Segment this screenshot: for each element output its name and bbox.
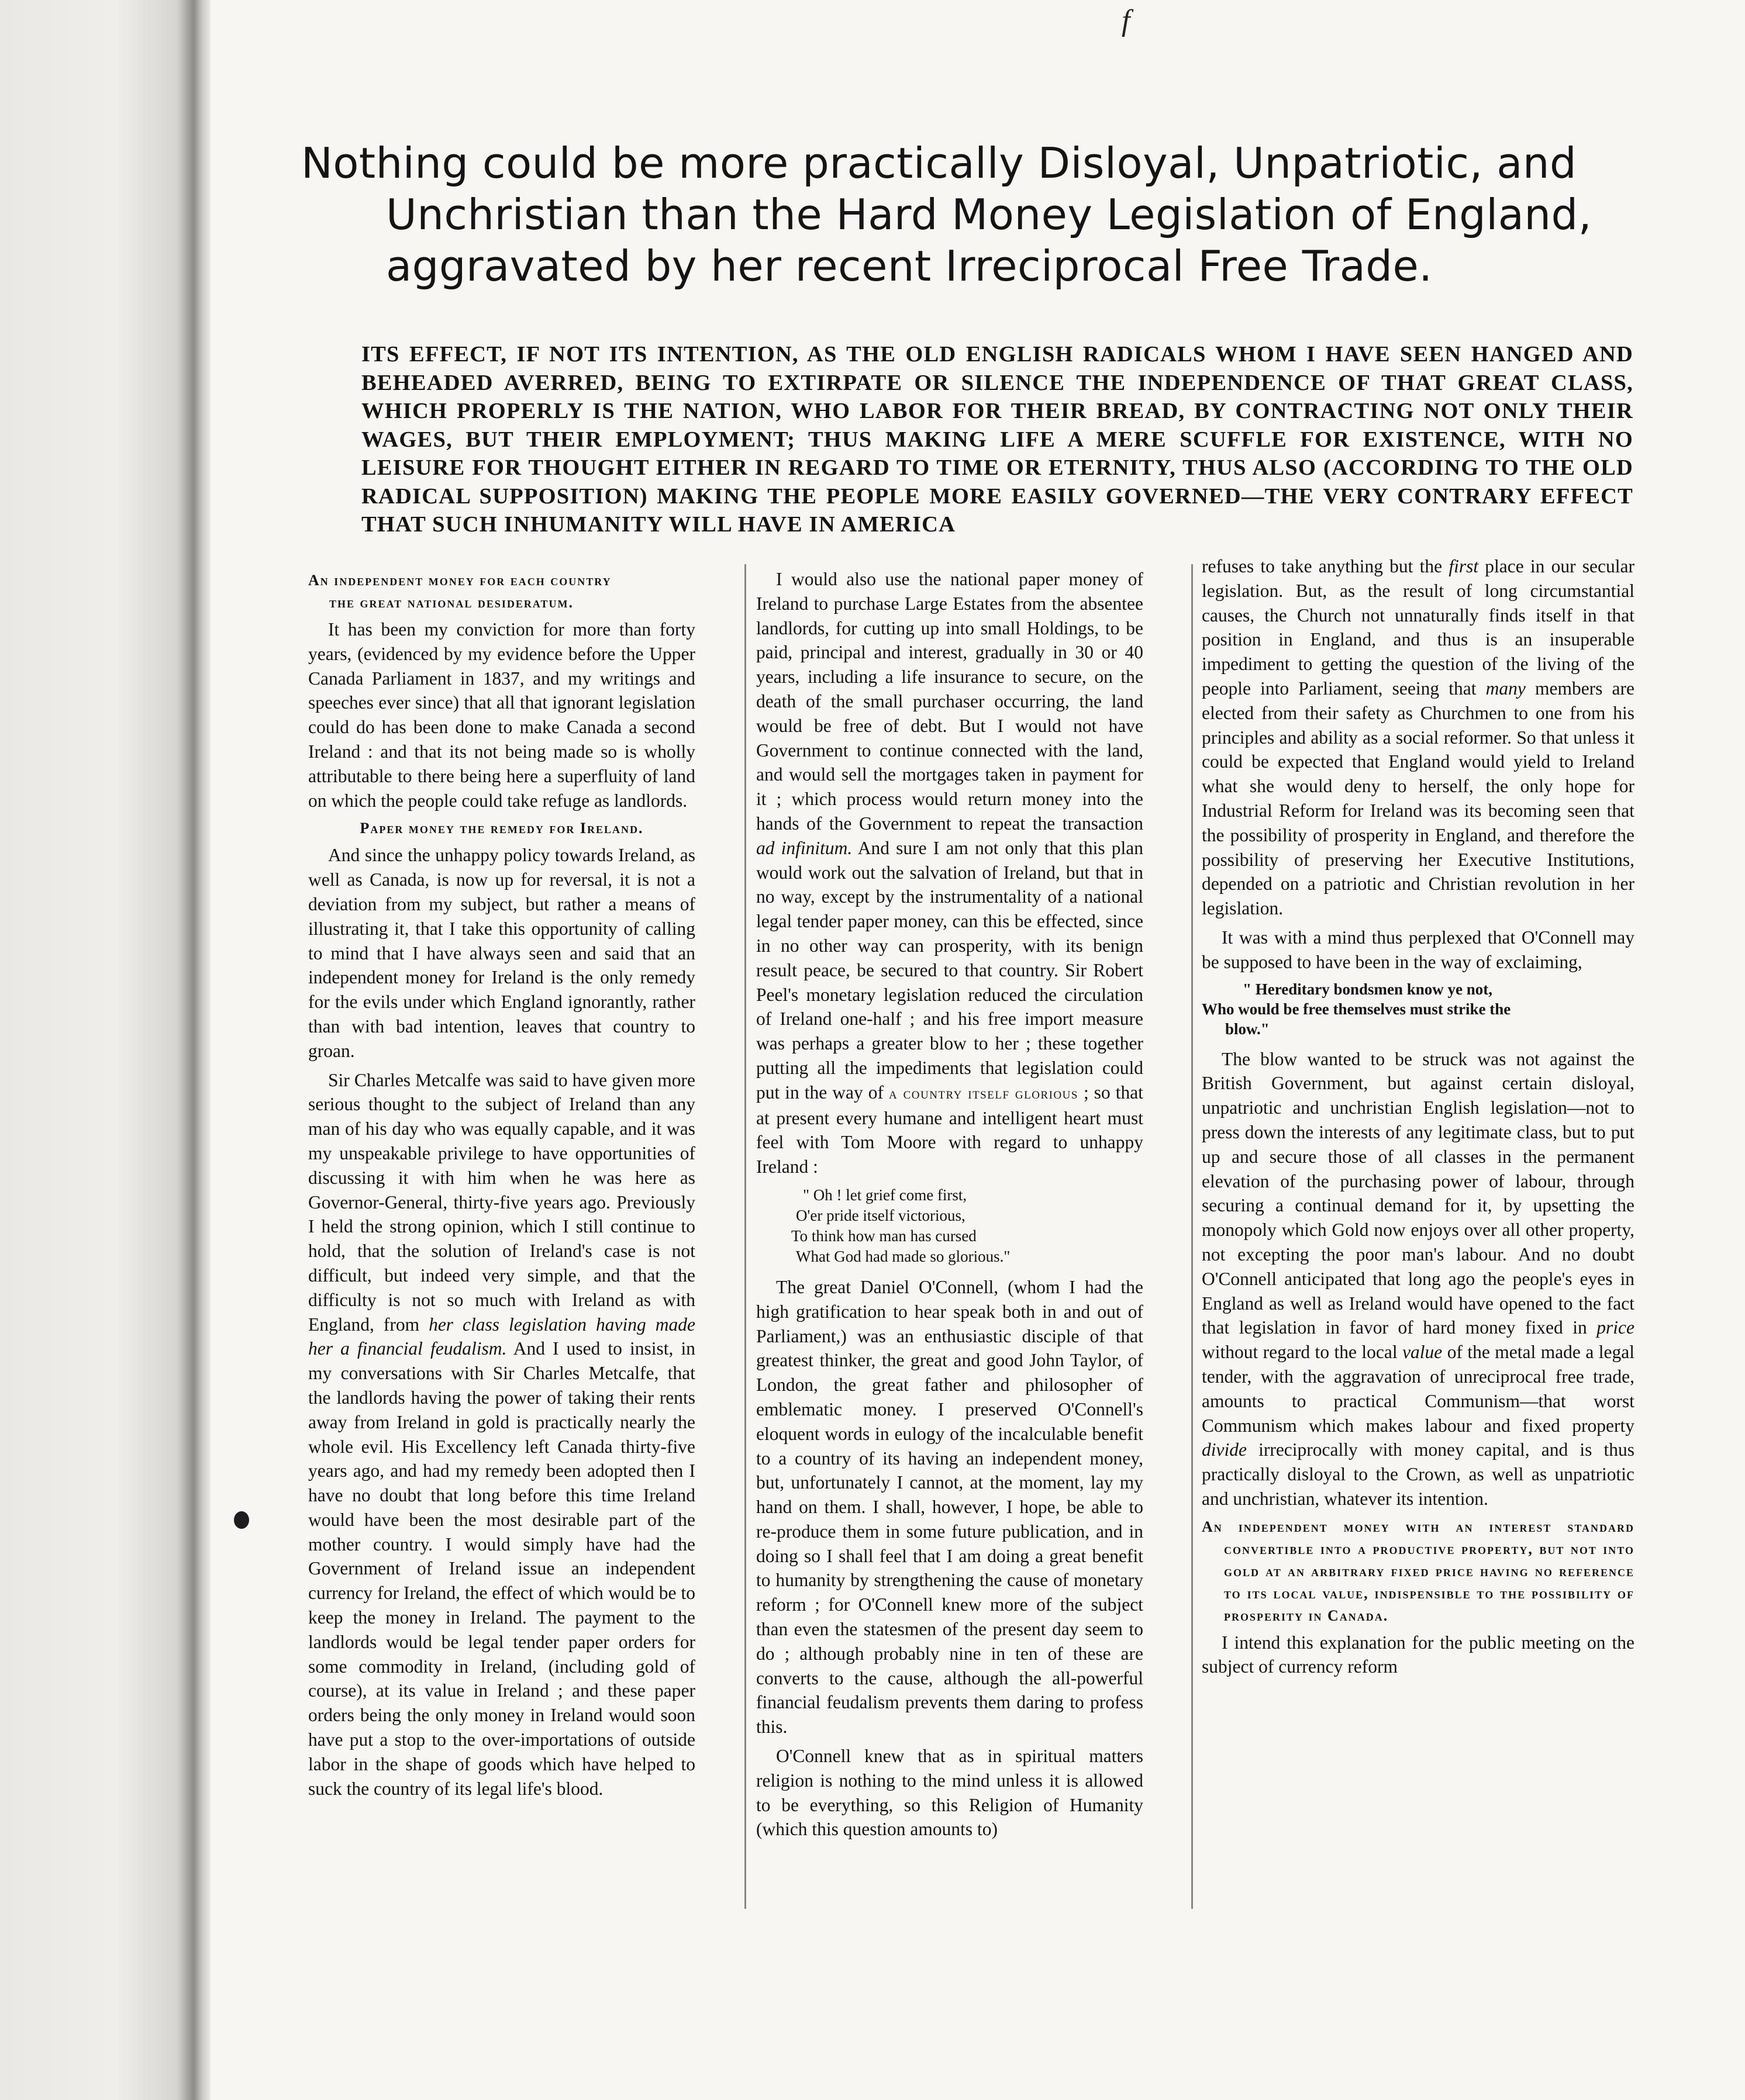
verse-line: blow.": [1225, 1020, 1270, 1038]
italic-run: divide: [1202, 1439, 1247, 1460]
text-run: place in our secular legislation. But, as the result of long circumstantial causes, the Church not unnaturally finds itself in that position in England, and thus is an insuperable impediment to getting the question of the living of the people into Parliament, seeing that: [1202, 556, 1634, 699]
text-run: And I used to insist, in my conversations with Sir Charles Metcalfe, that the landlords having the power of taking their rents away from Ireland in gold is practically nearly the whole evil. His Excellency left Canada thirty-five years ago, and had my remedy been adopted then I have no doubt that long before this time Ireland would have been the most desirable part of the mother country. I would simply have had the Government of Ireland issue an independent currency for Ireland, the effect of which would be to keep the money in Ireland. The payment to the landlords would be legal tender paper orders for some commodity in Ireland, (including gold of course), at its value in Ireland ; and these paper orders being the only money in Ireland would soon have put a stop to the over-importations of outside labor in the shape of goods which have helped to suck the country of its legal life's blood.: [308, 1338, 695, 1799]
text-run: of the metal made a legal tender, with the aggravation of unreciprocal free trade, amounts to practical Communism—that worst Communism which makes labour and fixed property: [1202, 1342, 1634, 1436]
text-run: ; so that at present every humane and intelligent heart must feel with Tom Moore with regard to unhappy Ireland :: [756, 1082, 1143, 1177]
text-run: And sure I am not only that this plan would work out the salvation of Ireland, but that in no way, except by the instrumentality of a national legal tender paper money, can this be effected, since in no other way can prosperity, with its benign result peace, be secured to that country. Sir Robert Peel's monetary legislation reduced the circulation of Ireland one-half ; and his free import measure was perhaps a greater blow to her ; these together putting all the impediments that legislation could put in the way of: [756, 837, 1143, 1103]
poem-line: What God had made so glorious.": [796, 1247, 1011, 1265]
text-run: irreciprocally with money capital, and is thus practically disloyal to the Crown, as well as unpatriotic and unchristian, whatever its intention.: [1202, 1439, 1634, 1509]
paragraph: [1202, 1047, 1634, 1511]
poem-line: O'er pride itself victorious,: [796, 1206, 965, 1224]
paragraph: I intend this explanation for the public meeting on the subject of currency reform: [1202, 1632, 1634, 1677]
paragraph: It was with a mind thus perplexed that O'Connell may be supposed to have been in the way of exclaiming,: [1202, 927, 1634, 972]
italic-run: ad infinitum.: [756, 837, 853, 858]
heading-line: An independent money for each country: [308, 572, 612, 589]
book-spine-edge: [0, 0, 211, 2100]
verse-quote: [1202, 979, 1634, 1039]
italic-run: value: [1402, 1342, 1443, 1363]
subtitle: ITS EFFECT, IF NOT ITS INTENTION, AS THE OLD ENGLISH RADICALS WHOM I HAVE SEEN HANGED AND BEHEADED AVERRED, BEING TO EXTIRPATE OR SILENCE THE INDEPENDENCE OF THAT GREAT CLASS, WHICH PROPERLY IS THE NATION, WHO LABOR FOR THEIR BREAD, BY CONTRACTING NOT ONLY THEIR WAGES, BUT THEIR EMPLOYMENT; THUS MAKING LIFE A MERE SCUFFLE FOR EXISTENCE, WITH NO LEISURE FOR THOUGHT EITHER IN REGARD TO TIME OR ETERNITY, THUS ALSO (ACCORDING TO THE OLD RADICAL SUPPOSITION) MAKING THE PEOPLE MORE EASILY GOVERNED—THE VERY CONTRARY EFFECT THAT SUCH INHUMANITY WILL HAVE IN AMERICA: [361, 342, 1633, 537]
column-1: [308, 567, 695, 1805]
text-run: The blow wanted to be struck was not against the British Government, but against certain disloyal, unpatriotic and unchristian English legislation—not to press down the interests of any legitimate class, but to put up and secure those of all classes in the permanent elevation of the purchasing power of labour, through securing a continual demand for it, by upsetting the monopoly which Gold now enjoys over all other property, not excepting the poor man's labour. And no doubt O'Connell anticipated that long ago the people's eyes in England as well as Ireland would have opened to the fact that legislation in favor of hard money fixed in: [1202, 1048, 1634, 1338]
paragraph: [308, 1068, 695, 1801]
italic-run: price: [1596, 1317, 1634, 1338]
binding-hole: [234, 1511, 249, 1529]
section-heading: An independent money with an interest standard convertible into a productive property, but not into gold at an arbitrary fixed price having no reference to its local value, indispensible to the possibility of prosperity in Canada.: [1202, 1518, 1634, 1624]
italic-run: first: [1449, 556, 1479, 576]
poem-line: To think how man has cursed: [791, 1227, 977, 1245]
section-heading: [308, 569, 695, 614]
section-heading: Paper money the remedy for Ireland.: [360, 820, 644, 837]
small-caps-run: a country itself glorious: [888, 1084, 1078, 1102]
italic-run: many: [1485, 678, 1526, 699]
verse-line: " Hereditary bondsmen know ye not,: [1243, 980, 1493, 998]
text-run: I would also use the national paper money of Ireland to purchase Large Estates from the absentee landlords, for cutting up into small Holdings, to be paid, principal and interest, gradually in 30 or 40 years, including a life insurance to secure, on the death of the small purchaser occurring, the land would be free of debt. But I would not have Government to continue connected with the land, and would sell the mortgages taken in payment for it ; which process would return money into the hands of the Government to repeat the transaction: [756, 569, 1143, 834]
paragraph: O'Connell knew that as in spiritual matters religion is nothing to the mind unless it is allowed to be everything, so this Religion of Humanity (which this question amounts to): [756, 1746, 1143, 1840]
paragraph: It has been my conviction for more than forty years, (evidenced by my evidence before the Upper Canada Parliament in 1837, and my writings and speeches ever since) that all that ignorant legislation could do has been done to make Canada a second Ireland : and that its not being made so is wholly attributable to there being here a superfluity of land on which the people could take refuge as landlords.: [308, 619, 695, 811]
heading-line: the great national desideratum.: [329, 594, 574, 611]
paragraph: [1202, 554, 1634, 921]
italic-run: her class legislation having made her a financial feudalism.: [308, 1314, 695, 1359]
poem-line: " Oh ! let grief come first,: [803, 1186, 967, 1204]
text-run: members are elected from their safety as Churchmen to one from his principles and ability as a social reformer. So that unless it could be expected that England would yield to Ireland what she would deny to herself, the only hope for Industrial Reform for Ireland was its becoming seen that the possibility of prosperity in England, and therefore the possibility of preserving her Executive Institutions, depended on a patriotic and Christian revolution in her legislation.: [1202, 678, 1634, 919]
column-2: [756, 567, 1143, 1846]
paragraph: [756, 567, 1143, 1179]
paragraph: And since the unhappy policy towards Ireland, as well as Canada, is now up for reversal, it is not a deviation from my subject, but rather a means of illustrating it, that I take this opportunity of calling to mind that I have always seen and said that an independent money for Ireland is the only remedy for the evils under which England ignorantly, rather than with bad intention, leaves that country to groan.: [308, 845, 695, 1061]
column-rule: [1191, 564, 1193, 1909]
column-3: [1202, 554, 1634, 1684]
column-rule: [744, 564, 746, 1909]
verse-line: Who would be free themselves must strike the: [1202, 1000, 1511, 1018]
page-mark: f: [1122, 4, 1130, 37]
poem-quote: [791, 1185, 1143, 1267]
text-run: Sir Charles Metcalfe was said to have given more serious thought to the subject of Ireland than any man of his day who was equally capable, and it was my unspeakable privilege to have opportunities of discussing it with him when he was here as Governor-General, thirty-five years ago. Previously I held the strong opinion, which I still continue to hold, that the solution of Ireland's case is not difficult, but indeed very simple, and that the difficulty is not so much with Ireland as with England, from: [308, 1069, 695, 1335]
page-title: Nothing could be more practically Disloyal, Unpatriotic, and Unchristian than the Hard Money Legislation of England, aggravated by her recent Irreciprocal Free Trade.: [301, 139, 1592, 291]
paragraph: The great Daniel O'Connell, (whom I had the high gratification to hear speak both in and out of Parliament,) was an enthusiastic disciple of that greatest thinker, the great and good John Taylor, of London, the great father and philosopher of emblematic money. I preserved O'Connell's eloquent words in eulogy of the incalculable benefit to a country of its having an independent money, but, unfortunately I cannot, at the moment, lay my hand on them. I shall, however, I hope, be able to re-produce them in some future publication, and in doing so I shall feel that I am doing a great benefit to humanity by strengthening the cause of monetary reform ; for O'Connell knew more of the subject than even the statesmen of the present day seem to do ; although probably nine in ten of these are converts to the cause, although the all-powerful financial feudalism prevents them daring to profess this.: [756, 1276, 1143, 1738]
text-run: refuses to take anything but the: [1202, 556, 1449, 576]
text-run: without regard to the local: [1202, 1342, 1403, 1363]
